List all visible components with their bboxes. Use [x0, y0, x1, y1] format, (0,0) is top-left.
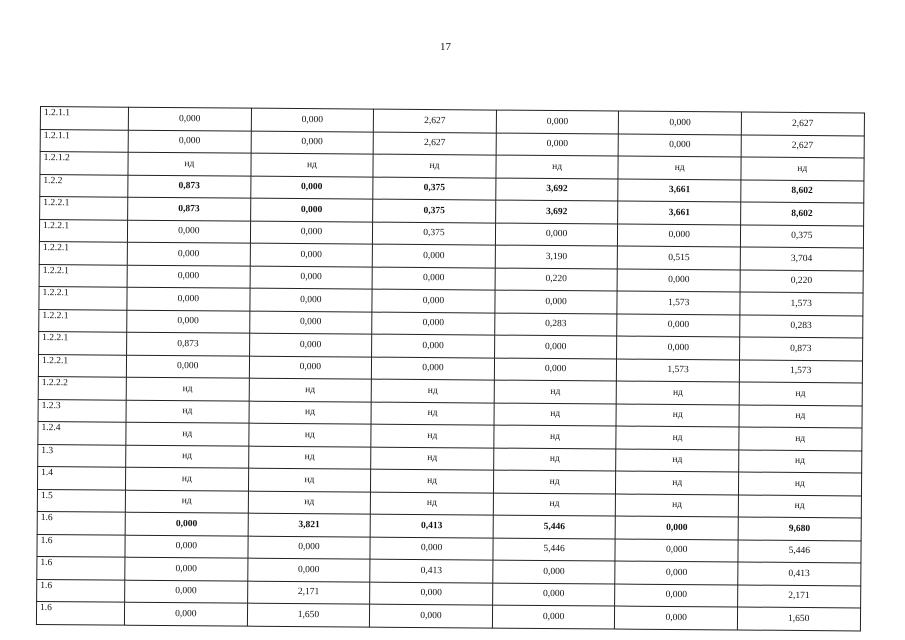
value-cell: 0,000: [493, 560, 616, 583]
value-cell: нд: [616, 426, 739, 449]
value-cell: 0,000: [492, 583, 615, 606]
value-cell: 0,000: [372, 312, 495, 335]
value-cell: 0,000: [250, 266, 373, 289]
value-cell: 3,692: [496, 178, 619, 201]
value-cell: 5,446: [738, 539, 861, 562]
value-cell: 0,000: [250, 221, 373, 244]
value-cell: 0,000: [125, 512, 248, 535]
value-cell: нд: [616, 471, 739, 494]
row-code-cell: 1.2.1.2: [40, 152, 128, 175]
value-cell: нд: [125, 467, 248, 490]
row-code-cell: 1.2.2.1: [39, 331, 127, 354]
row-code-cell: 1.2.3: [38, 399, 126, 422]
row-code-cell: 1.3: [38, 444, 126, 467]
value-cell: 0,000: [494, 335, 617, 358]
table-body: [36, 107, 864, 631]
value-cell: 0,375: [740, 225, 863, 248]
row-code-cell: 1.2.2.1: [39, 286, 127, 309]
value-cell: 0,000: [372, 244, 495, 267]
value-cell: нд: [739, 427, 862, 450]
value-cell: нд: [248, 491, 371, 514]
value-cell: 0,000: [125, 580, 248, 603]
value-cell: 0,515: [618, 246, 741, 269]
row-code-cell: 1.6: [37, 534, 125, 557]
row-code-cell: 1.6: [37, 556, 125, 579]
value-cell: нд: [739, 449, 862, 472]
value-cell: 0,873: [128, 175, 251, 198]
row-code-cell: 1.2.2.1: [39, 219, 127, 242]
value-cell: 0,000: [127, 265, 250, 288]
row-code-cell: 1.2.2: [40, 174, 128, 197]
value-cell: 5,446: [493, 538, 616, 561]
value-cell: 0,873: [127, 332, 250, 355]
row-code-cell: 1.6: [37, 511, 125, 534]
value-cell: 0,375: [373, 222, 496, 245]
value-cell: нд: [493, 470, 616, 493]
value-cell: 0,000: [249, 288, 372, 311]
value-cell: 2,171: [247, 581, 370, 604]
value-cell: нд: [493, 448, 616, 471]
value-cell: нд: [616, 494, 739, 517]
value-cell: 2,171: [738, 584, 861, 607]
value-cell: нд: [371, 469, 494, 492]
value-cell: 0,000: [125, 557, 248, 580]
value-cell: 2,627: [741, 135, 864, 158]
value-cell: 0,375: [373, 199, 496, 222]
row-code-cell: 1.2.1.1: [40, 107, 128, 130]
value-cell: нд: [493, 493, 616, 516]
value-cell: 0,000: [247, 558, 370, 581]
value-cell: 3,190: [495, 245, 618, 268]
value-cell: 0,000: [251, 131, 374, 154]
row-code-cell: 1.6: [37, 579, 125, 602]
value-cell: 0,000: [372, 357, 495, 380]
value-cell: 0,000: [372, 289, 495, 312]
value-cell: нд: [618, 156, 741, 179]
value-cell: 0,000: [124, 602, 247, 625]
value-cell: 0,220: [740, 270, 863, 293]
value-cell: 0,283: [494, 313, 617, 336]
page-number: 17: [440, 41, 451, 53]
value-cell: 0,000: [372, 334, 495, 357]
value-cell: нд: [371, 402, 494, 425]
value-cell: нд: [126, 377, 249, 400]
value-cell: 1,650: [737, 607, 860, 630]
value-cell: 1,573: [617, 291, 740, 314]
value-cell: 0,000: [128, 130, 251, 153]
value-cell: 0,000: [370, 604, 493, 627]
value-cell: 0,000: [250, 198, 373, 221]
value-cell: нд: [125, 490, 248, 513]
value-cell: 0,000: [495, 290, 618, 313]
value-cell: 0,000: [127, 287, 250, 310]
value-cell: 0,000: [496, 133, 619, 156]
value-cell: 0,283: [740, 315, 863, 338]
value-cell: 0,000: [618, 224, 741, 247]
value-cell: нд: [371, 424, 494, 447]
value-cell: нд: [738, 494, 861, 517]
value-cell: 0,375: [373, 177, 496, 200]
value-cell: нд: [248, 446, 371, 469]
value-cell: 0,000: [615, 584, 738, 607]
row-code-cell: 1.2.4: [38, 421, 126, 444]
value-cell: 2,627: [373, 132, 496, 155]
value-cell: 0,000: [249, 333, 372, 356]
value-cell: 0,000: [619, 111, 742, 134]
value-cell: 0,000: [370, 537, 493, 560]
value-cell: нд: [249, 378, 372, 401]
value-cell: 0,000: [495, 223, 618, 246]
value-cell: 2,627: [741, 112, 864, 135]
value-cell: 0,000: [615, 561, 738, 584]
value-cell: нд: [251, 153, 374, 176]
value-cell: 0,000: [615, 539, 738, 562]
row-code-cell: 1.2.2.1: [39, 264, 127, 287]
value-cell: 0,000: [249, 356, 372, 379]
value-cell: 0,000: [615, 606, 738, 629]
value-cell: 0,413: [738, 562, 861, 585]
value-cell: 0,000: [250, 176, 373, 199]
value-cell: 0,000: [249, 311, 372, 334]
value-cell: 3,661: [618, 201, 741, 224]
value-cell: нд: [128, 152, 251, 175]
value-cell: нд: [617, 381, 740, 404]
value-cell: 0,000: [126, 355, 249, 378]
value-cell: 3,692: [495, 200, 618, 223]
value-cell: нд: [370, 492, 493, 515]
value-cell: нд: [494, 425, 617, 448]
value-cell: нд: [371, 379, 494, 402]
value-cell: нд: [126, 422, 249, 445]
value-cell: нд: [126, 445, 249, 468]
value-cell: 0,000: [494, 358, 617, 381]
value-cell: нд: [248, 468, 371, 491]
value-cell: 8,602: [741, 180, 864, 203]
value-cell: 0,413: [370, 514, 493, 537]
row-code-cell: 1.2.2.1: [38, 354, 126, 377]
value-cell: 3,661: [618, 179, 741, 202]
row-code-cell: 1.5: [37, 489, 125, 512]
value-cell: 0,000: [617, 314, 740, 337]
row-code-cell: 1.2.2.1: [39, 309, 127, 332]
value-cell: 3,821: [248, 513, 371, 536]
value-cell: нд: [616, 404, 739, 427]
row-code-cell: 1.2.1.1: [40, 129, 128, 152]
value-cell: 0,000: [372, 267, 495, 290]
value-cell: 0,000: [617, 336, 740, 359]
value-cell: нд: [739, 382, 862, 405]
value-cell: 0,000: [251, 108, 374, 131]
row-code-cell: 1.2.2.2: [38, 376, 126, 399]
value-cell: нд: [249, 401, 372, 424]
value-cell: 0,000: [127, 310, 250, 333]
value-cell: нд: [496, 155, 619, 178]
row-code-cell: 1.2.2.1: [39, 241, 127, 264]
row-code-cell: 1.2.2.1: [40, 197, 128, 220]
value-cell: 0,220: [495, 268, 618, 291]
value-cell: 0,873: [128, 197, 251, 220]
value-cell: 0,000: [248, 536, 371, 559]
value-cell: нд: [126, 400, 249, 423]
row-code-cell: 1.4: [37, 466, 125, 489]
value-cell: 0,000: [496, 110, 619, 133]
value-cell: 2,627: [373, 109, 496, 132]
value-cell: 0,000: [617, 269, 740, 292]
value-cell: нд: [371, 447, 494, 470]
value-cell: нд: [741, 157, 864, 180]
value-cell: 1,573: [617, 359, 740, 382]
value-cell: нд: [494, 403, 617, 426]
value-cell: 3,704: [740, 247, 863, 270]
value-cell: 0,000: [492, 605, 615, 628]
value-cell: нд: [739, 405, 862, 428]
value-cell: 0,000: [128, 107, 251, 130]
data-table: [36, 106, 865, 631]
value-cell: 1,573: [740, 292, 863, 315]
value-cell: 9,680: [738, 517, 861, 540]
value-cell: 0,000: [127, 242, 250, 265]
value-cell: 0,000: [370, 582, 493, 605]
value-cell: 0,000: [618, 134, 741, 157]
value-cell: 0,873: [739, 337, 862, 360]
value-cell: 0,000: [250, 243, 373, 266]
value-cell: 0,000: [127, 220, 250, 243]
value-cell: нд: [248, 423, 371, 446]
row-code-cell: 1.6: [36, 601, 124, 624]
value-cell: 8,602: [741, 202, 864, 225]
value-cell: нд: [738, 472, 861, 495]
value-cell: 0,000: [615, 516, 738, 539]
value-cell: 5,446: [493, 515, 616, 538]
value-cell: 1,573: [739, 360, 862, 383]
table-container: [36, 106, 864, 624]
value-cell: нд: [616, 449, 739, 472]
value-cell: 0,413: [370, 559, 493, 582]
value-cell: нд: [373, 154, 496, 177]
value-cell: 0,000: [125, 535, 248, 558]
value-cell: 1,650: [247, 603, 370, 626]
value-cell: нд: [494, 380, 617, 403]
